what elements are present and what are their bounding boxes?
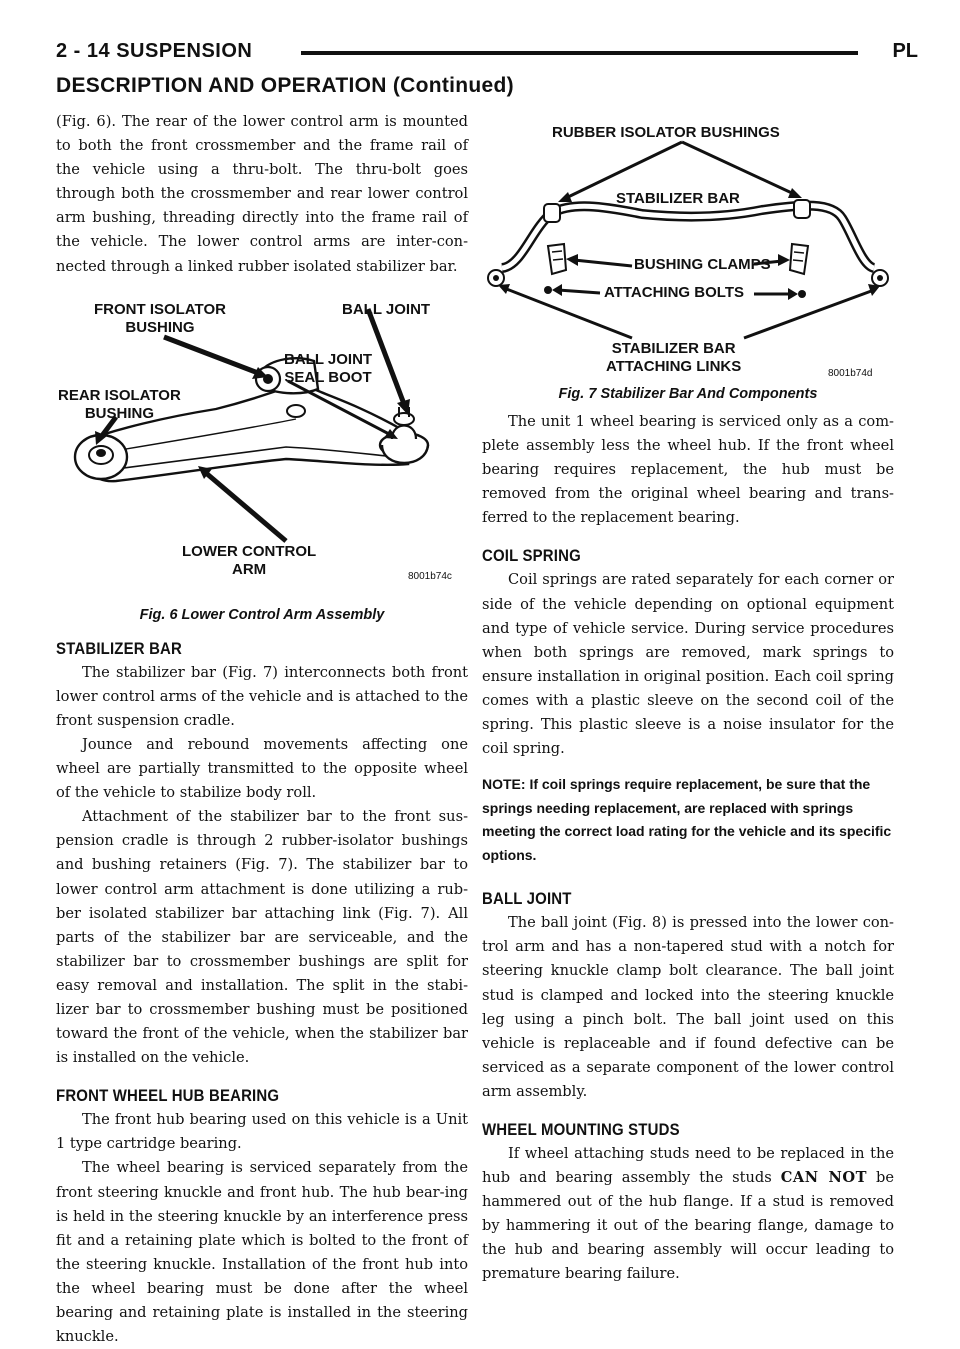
right-column xyxy=(482,118,894,1287)
studs-text-b: be hammered out of the hub flange. If a stud is removed by hammering it out of the bearing flange, damage to the hub and bearing assembly will occur leading to premature bearing failure. xyxy=(482,1169,895,1283)
label-rubber-isolator-bushings: RUBBER ISOLATOR BUSHINGS xyxy=(552,124,780,141)
fig6-caption: Fig. 6 Lower Control Arm Assembly xyxy=(139,606,385,623)
label-ball-joint: BALL JOINT xyxy=(342,300,431,318)
figure-id: 8001b74c xyxy=(408,570,452,582)
label-ball-joint-seal-boot: BALL JOINT SEAL BOOT xyxy=(284,350,373,386)
fig7-caption: Fig. 7 Stabilizer Bar And Components xyxy=(558,386,818,402)
figure-id: 8001b74d xyxy=(828,368,873,379)
unit1-paragraph: The unit 1 wheel bearing is serviced only as a com-plete assembly less the wheel hub. If the front wheel bearing requires replacement, the hub must be removed from the original wheel bearing and trans-ferred to the replacement bearing. xyxy=(482,413,894,527)
left-column xyxy=(56,110,468,1349)
label-stabilizer-bar: STABILIZER BAR xyxy=(616,190,740,207)
coil-paragraph-1: Coil springs are rated separately for each corner or side of the vehicle depending on optional equipment and type of vehicle service. During service procedures when both springs are removed, mark springs to ensure installation in original position. Each coil spring comes with a plastic sleeve on the second coil of the spring. This plastic sleeve is a noise insulator for the coil spring. xyxy=(482,571,894,758)
stabilizer-paragraph-2: Jounce and rebound movements affecting one wheel are partially transmitted to the opposite wheel of the vehicle to stabilize body roll. xyxy=(56,735,468,802)
label-attaching-bolts: ATTACHING BOLTS xyxy=(604,284,744,301)
label-rear-isolator-bushing: REAR ISOLATOR BUSHING xyxy=(58,386,181,422)
label-stabilizer-bar-attaching-links: STABILIZER BAR ATTACHING LINKS xyxy=(606,340,742,375)
fig7-stabilizer-bar xyxy=(482,118,894,380)
intro-paragraph: (Fig. 6). The rear of the lower control arm is mounted to both the front crossmember and the frame rail of the vehicle using a thru-bolt. The thru-bolt goes through both the crossmember and rear lower control arm bushing, threading directly into the frame rail of the vehicle. The lower control arms are inter-con-nected through a linked rubber isolated stabilizer bar. xyxy=(56,113,468,275)
label-front-isolator-bushing: FRONT ISOLATOR BUSHING xyxy=(94,300,226,336)
heading-wheel-mounting-studs: WHEEL MOUNTING STUDS xyxy=(482,1119,680,1139)
label-bushing-clamps: BUSHING CLAMPS xyxy=(634,256,771,273)
hub-paragraph-2: The wheel bearing is serviced separately from the front steering knuckle and front hub. The hub bear-ing is held in the steering knuckle by an interference press fit and a retaining plate which is bolted to the front of the steering knuckle. Installation of the front hub into the wheel bearing must be done after the wheel bearing and retaining plate is installed in the steering knuckle. xyxy=(56,1159,468,1346)
coil-note: NOTE: If coil springs require replacement, be sure that the springs needing replacement, are replaced with springs meeting the correct load rating for the vehicle and its specific options. xyxy=(482,776,892,863)
hub-paragraph-1: The front hub bearing used on this vehicle is a Unit 1 type cartridge bearing. xyxy=(56,1111,468,1153)
studs-emphasis: CAN NOT xyxy=(780,1169,867,1187)
stabilizer-paragraph-1: The stabilizer bar (Fig. 7) interconnects both front lower control arms of the vehicle and is attached to the front suspension cradle. xyxy=(56,663,468,729)
heading-coil-spring: COIL SPRING xyxy=(482,546,581,566)
page-number: 2 - 14 SUSPENSION xyxy=(56,40,253,62)
heading-stabilizer-bar: STABILIZER BAR xyxy=(56,638,183,658)
studs-paragraph xyxy=(482,1142,894,1287)
heading-front-wheel-hub-bearing: FRONT WHEEL HUB BEARING xyxy=(56,1086,280,1106)
ball-joint-paragraph: The ball joint (Fig. 8) is pressed into the lower con-trol arm and has a non-tapered stud with a notch for steering knuckle clamp bolt clearance. The ball joint stud is clamped and locked into the steering knuckle leg using a pinch bolt. The ball joint used on this vehicle is replaceable and if found defective can be serviced as a separate component of the lower control arm assembly. xyxy=(482,914,894,1100)
header-rule xyxy=(301,51,858,55)
studs-text-a: If wheel attaching studs need to be replaced in the hub and bearing assembly the studs xyxy=(482,1144,894,1187)
label-lower-control-arm: LOWER CONTROL ARM xyxy=(182,542,317,578)
model-code: PL xyxy=(892,40,918,62)
heading-ball-joint: BALL JOINT xyxy=(482,889,572,909)
page-header xyxy=(56,36,918,66)
stabilizer-paragraph-3: Attachment of the stabilizer bar to the front sus-pension cradle is through 2 rubber-isolator bushings and bushing retainers (Fig. 7). The stabilizer bar to lower control arm attachment is done utilizing a rub-ber isolated stabilizer bar attaching link (Fig. 7). All parts of the stabilizer bar are serviceable, and the stabilizer bar to crossmember bushings are split for easy removal and installation. The split in the stabi-lizer bar to crossmember bushing must be positioned toward the front of the vehicle, when the stabilizer bar is installed on the vehicle. xyxy=(56,808,468,1067)
section-title: DESCRIPTION AND OPERATION (Continued) xyxy=(56,74,514,97)
fig6-lower-control-arm xyxy=(56,289,468,607)
